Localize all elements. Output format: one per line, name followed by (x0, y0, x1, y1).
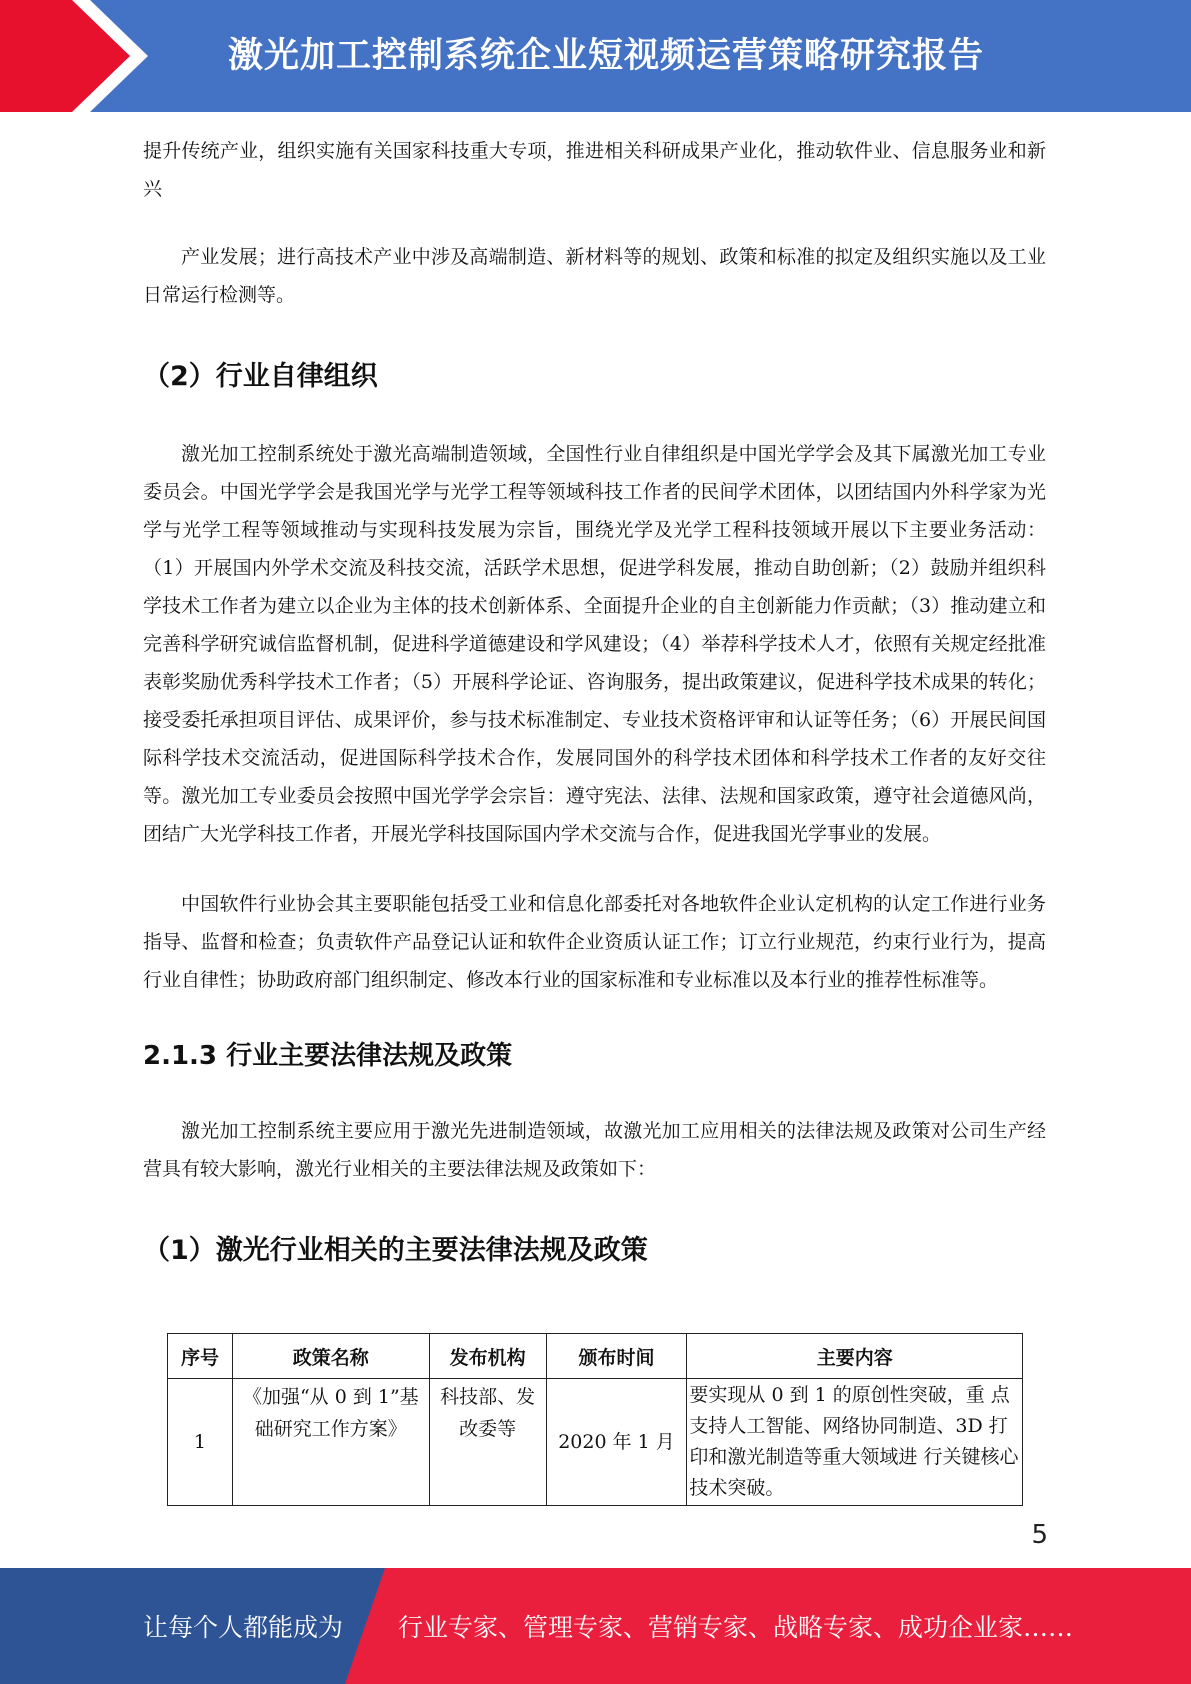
column-header: 政策名称 (232, 1334, 429, 1379)
table-cell: 科技部、发改委等 (429, 1379, 546, 1506)
header-banner (0, 0, 1191, 112)
document-title: 激光加工控制系统企业短视频运营策略研究报告 (228, 36, 985, 76)
footer-banner (0, 1568, 1191, 1684)
document-body (143, 132, 1046, 1267)
header-arrow-decoration (0, 0, 160, 112)
column-header: 序号 (168, 1334, 233, 1379)
page-number: 5 (1031, 1520, 1048, 1550)
subheading-laws: （1）激光行业相关的主要法律法规及政策 (143, 1235, 648, 1266)
footer-slogan-left: 让每个人都能成为 (143, 1613, 344, 1642)
table-cell: 《加强“从 0 到 1”基础研究工作方案》 (232, 1379, 429, 1506)
table-row (168, 1379, 1023, 1506)
column-header: 发布机构 (429, 1334, 546, 1379)
paragraph: 激光加工控制系统处于激光高端制造领域，全国性行业自律组织是中国光学学会及其下属激光加工专业委员会。中国光学学会是我国光学与光学工程等领域科技工作者的民间学术团体，以团结国内外科学家为光学与光学工程等领域推动与实现科技发展为宗旨，围绕光学及光学工程科技领域开展以下主要业务活动：（1）开展国内外学术交流及科技交流，活跃学术思想，促进学科发展，推动自助创新；（2）鼓励并组织科学技术工作者为建立以企业为主体的技术创新体系、全面提升企业的自主创新能力作贡献；（3）推动建立和完善科学研究诚信监督机制，促进科学道德建设和学风建设；（4）举荐科学技术人才，依照有关规定经批准表彰奖励优秀科学技术工作者；（5）开展科学论证、咨询服务，提出政策建议，促进科学技术成果的转化；接受委托承担项目评估、成果评价，参与技术标准制定、专业技术资格评审和认证等任务；（6）开展民间国际科学技术交流活动，促进国际科学技术合作，发展同国外的科学技术团体和科学技术工作者的友好交往等。激光加工专业委员会按照中国光学学会宗旨：遵守宪法、法律、法规和国家政策，遵守社会道德风尚，团结广大光学科技工作者，开展光学科技国际国内学术交流与合作，促进我国光学事业的发展。 (143, 443, 1046, 845)
paragraph: 产业发展；进行高技术产业中涉及高端制造、新材料等的规划、政策和标准的拟定及组织实施以及工业日常运行检测等。 (143, 246, 1046, 306)
paragraph: 中国软件行业协会其主要职能包括受工业和信息化部委托对各地软件企业认定机构的认定工作进行业务指导、监督和检查；负责软件产品登记认证和软件企业资质认证工作；订立行业规范，约束行业行为，提高行业自律性；协助政府部门组织制定、修改本行业的国家标准和专业标准以及本行业的推荐性标准等。 (143, 893, 1046, 991)
subheading-self-regulatory-org: （2）行业自律组织 (143, 361, 378, 392)
footer-slogan-right: 行业专家、管理专家、营销专家、战略专家、成功企业家…… (398, 1613, 1074, 1642)
paragraph: 激光加工控制系统主要应用于激光先进制造领域，故激光加工应用相关的法律法规及政策对公司生产经营具有较大影响，激光行业相关的主要法律法规及政策如下： (143, 1120, 1046, 1180)
table-cell: 1 (168, 1379, 233, 1506)
policy-table (167, 1333, 1023, 1506)
section-heading: 2.1.3 行业主要法律法规及政策 (143, 1041, 513, 1071)
table-cell: 要实现从 0 到 1 的原创性突破，重 点支持人工智能、网络协同制造、3D 打印和激光制造等重大领域进 行关键核心技术突破。 (687, 1379, 1023, 1506)
column-header: 颁布时间 (546, 1334, 687, 1379)
table-header-row (168, 1334, 1023, 1379)
paragraph: 提升传统产业，组织实施有关国家科技重大专项，推进相关科研成果产业化，推动软件业、信息服务业和新兴 (143, 140, 1046, 200)
table-cell: 2020 年 1 月 (546, 1379, 687, 1506)
column-header: 主要内容 (687, 1334, 1023, 1379)
